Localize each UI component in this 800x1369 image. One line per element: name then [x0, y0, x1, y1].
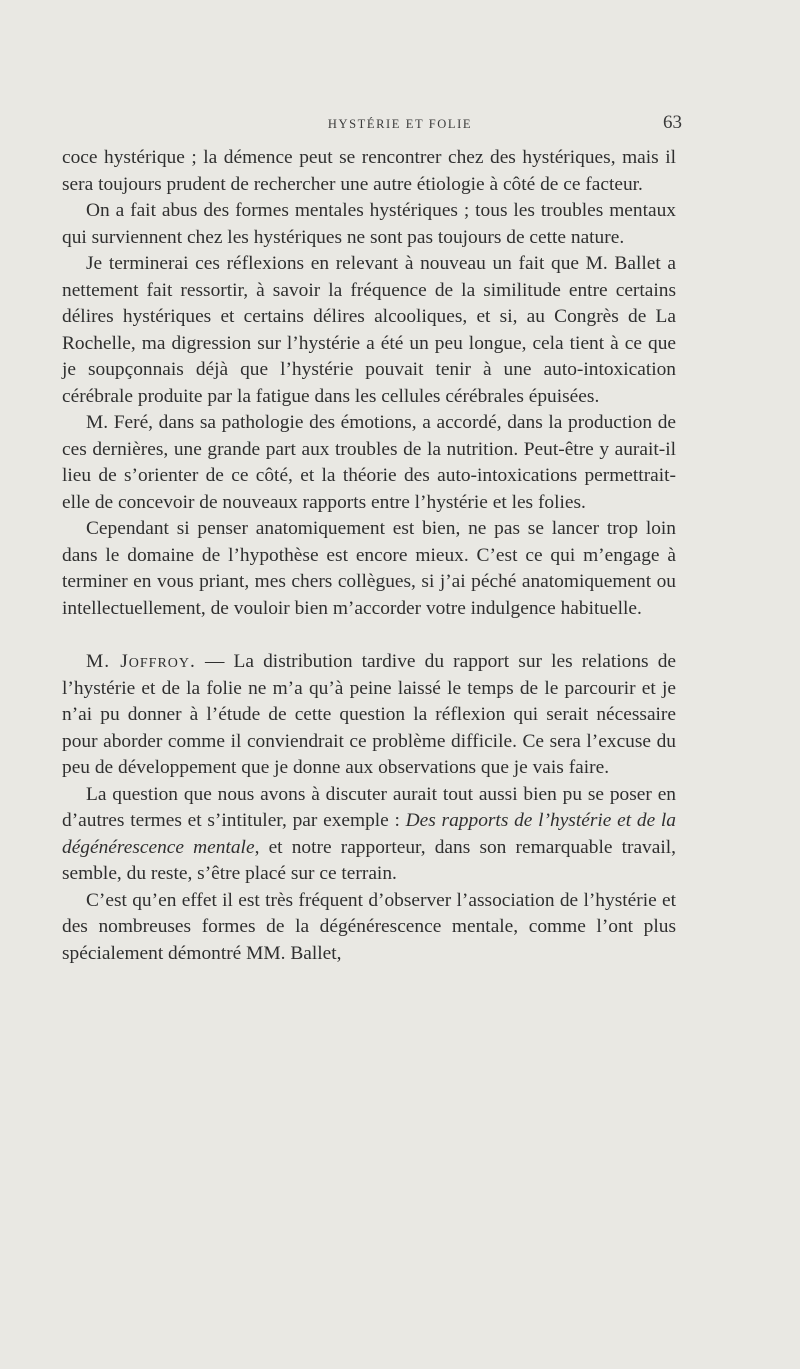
- paragraph-start: La question que nous avons à discuter aurait tout aussi bien pu se poser en d’autres termes et s’intituler, par exemple :: [62, 783, 676, 831]
- paragraph: C’est qu’en effet il est très fréquent d’observer l’association de l’hystérie et des nombreuses formes de la dégénérescence mentale, comme l’ont plus spécialement démontré MM. Ballet,: [62, 889, 676, 964]
- running-title: HYSTÉRIE ET FOLIE: [327, 117, 473, 131]
- dash: —: [195, 651, 234, 672]
- italic-title: Des rapports de l’hystérie et de la dégénérescence mentale: [62, 810, 676, 858]
- paragraph: [62, 782, 676, 888]
- joffroy-paragraph: [62, 649, 676, 782]
- paragraph: Je terminerai ces réflexions en relevant à nouveau un fait que M. Ballet a nettement fait ressortir, à savoir la fréquence de la similitude entre certains délires hystériques et certains délires alcooliques, et si, au Congrès de La Rochelle, ma digression sur l’hystérie a été un peu longue, cela tient à ce que je soupçonnais déjà que l’hystérie pouvait tenir à une auto-intoxication cérébrale produite par la fatigue dans les cellules cérébrales épuisées.: [62, 253, 676, 407]
- paragraph: M. Feré, dans sa pathologie des émotions, a accordé, dans la production de ces dernières, une grande part aux troubles de la nutrition. Peut-être y aurait-il lieu de s’orienter de ce côté, et la théorie des auto-intoxications permettrait-elle de concevoir de nouveaux rapports entre l’hystérie et les folies.: [62, 412, 676, 513]
- joffroy-text: La distribution tardive du rapport sur les relations de l’hystérie et de la folie ne m’a qu’à peine laissé le temps de le parcourir et je n’ai pu donner à l’étude de cette question la réflexion qui serait nécessaire pour aborder comme il conviendrait ce problème difficile. Ce sera l’excuse du peu de développement que je donne aux observations que je vais faire.: [62, 651, 676, 778]
- paragraph-end: , et notre rapporteur, dans son remarquable travail, semble, du reste, s’être placé sur ce terrain.: [62, 836, 676, 884]
- paragraph: coce hystérique ; la démence peut se rencontrer chez des hystériques, mais il sera toujours prudent de rechercher une autre étiologie à côté de ce facteur.: [62, 147, 676, 195]
- page-number: 63: [663, 112, 682, 133]
- paragraph: Cependant si penser anatomiquement est bien, ne pas se lancer trop loin dans le domaine de l’hypothèse est encore mieux. C’est ce qui m’engage à terminer en vous priant, mes chers collègues, si j’ai péché anatomiquement ou intellectuellement, de vouloir bien m’accorder votre indulgence habituelle.: [62, 518, 676, 619]
- paragraph: On a fait abus des formes mentales hystériques ; tous les troubles mentaux qui surviennent chez les hystériques ne sont pas toujours de cette nature.: [62, 200, 676, 248]
- section-gap: [62, 622, 676, 649]
- speaker-name: M. Joffroy.: [86, 651, 196, 672]
- body-text: [62, 145, 676, 967]
